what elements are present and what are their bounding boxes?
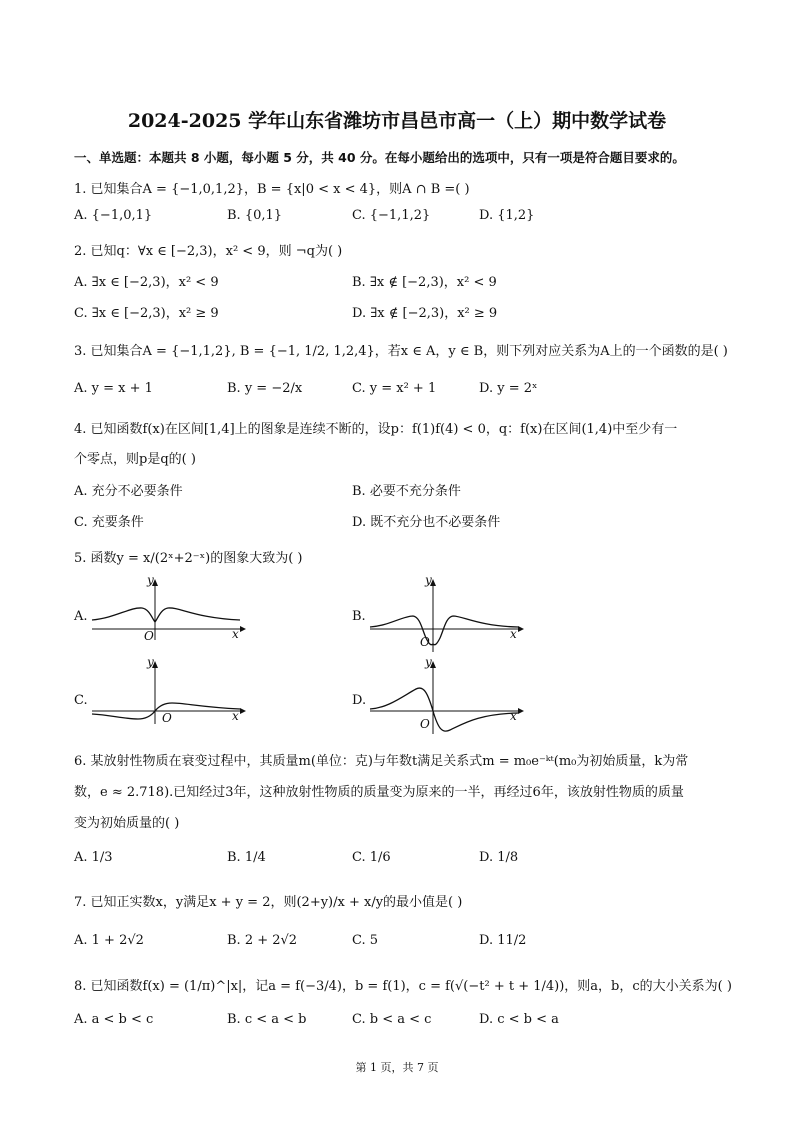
question-2-stem: 2. 已知q：∀x ∈ [−2,3)，x² < 9，则 ¬q为( ) [74,244,343,259]
question-1-stem: 1. 已知集合A = {−1,0,1,2}，B = {x|0 < x < 4}，则A ∩ B =( ) [74,182,470,197]
q3-option-b: B. y = −2/x [227,381,303,396]
q7-option-b: B. 2 + 2√2 [227,933,298,948]
graph-a-x-label: x [232,627,239,641]
graph-c [90,656,250,726]
section-heading: 一、单选题：本题共 8 小题，每小题 5 分，共 40 分。在每小题给出的选项中，只有一项是符合题目要求的。 [74,150,685,165]
q7-option-d: D. 11/2 [479,933,527,948]
q8-option-d: D. c < b < a [479,1012,559,1027]
graph-a-y-label: y [147,574,154,587]
q5-option-b: B. [352,609,366,624]
q5-option-d: D. [352,693,367,708]
question-5-stem: 5. 函数y = x/(2ˣ+2⁻ˣ)的图象大致为( ) [74,551,303,566]
q2-option-a: A. ∃x ∈ [−2,3)，x² < 9 [74,275,219,290]
question-4-stem-line2: 个零点，则p是q的( ) [74,452,196,467]
question-8-stem: 8. 已知函数f(x) = (1/π)^|x|，记a = f(−3/4)，b = f(1)，c = f(√(−t² + t + 1/4))，则a，b，c的大小关系为( ) [74,979,732,994]
q8-option-a: A. a < b < c [74,1012,154,1027]
q8-option-c: C. b < a < c [352,1012,432,1027]
graph-b-origin: O [420,635,430,649]
q5-option-a: A. [74,609,88,624]
graph-a [90,574,250,642]
q3-option-c: C. y = x² + 1 [352,381,437,396]
question-6-stem-line1: 6. 某放射性物质在衰变过程中，其质量m(单位：克)与年数t满足关系式m = m₀e⁻ᵏᵗ(m₀为初始质量，k为常 [74,754,689,769]
q7-option-c: C. 5 [352,933,379,948]
graph-b-y-label: y [425,574,432,587]
q4-option-d: D. 既不充分也不必要条件 [352,515,501,530]
graph-b-x-label: x [510,627,517,641]
graph-d-x-label: x [510,709,517,723]
q4-option-a: A. 充分不必要条件 [74,484,183,499]
q7-option-a: A. 1 + 2√2 [74,933,144,948]
q6-option-c: C. 1/6 [352,850,391,865]
graph-d [368,656,528,736]
q1-option-a: A. {−1,0,1} [74,208,153,223]
q6-option-d: D. 1/8 [479,850,519,865]
q6-option-b: B. 1/4 [227,850,266,865]
q1-option-c: C. {−1,1,2} [352,208,431,223]
graph-c-origin: O [162,711,172,725]
q1-option-d: D. {1,2} [479,208,535,223]
q6-option-a: A. 1/3 [74,850,113,865]
question-6-stem-line2: 数，e ≈ 2.718).已知经过3年，这种放射性物质的质量变为原来的一半，再经过6年，该放射性物质的质量 [74,785,684,800]
q3-option-d: D. y = 2ˣ [479,381,538,396]
q2-option-b: B. ∃x ∉ [−2,3)，x² < 9 [352,275,497,290]
graph-d-y-label: y [425,656,432,669]
question-3-stem: 3. 已知集合A = {−1,1,2}, B = {−1, 1/2, 1,2,4}，若x ∈ A，y ∈ B，则下列对应关系为A上的一个函数的是( ) [74,344,728,359]
question-6-stem-line3: 变为初始质量的( ) [74,816,180,831]
question-4-stem-line1: 4. 已知函数f(x)在区间[1,4]上的图象是连续不断的，设p：f(1)f(4) < 0，q：f(x)在区间(1,4)中至少有一 [74,422,678,437]
q2-option-d: D. ∃x ∉ [−2,3)，x² ≥ 9 [352,306,498,321]
graph-c-y-label: y [147,656,154,669]
page-title: 2024-2025 学年山东省潍坊市昌邑市高一（上）期中数学试卷 [127,110,667,132]
q4-option-c: C. 充要条件 [74,515,144,530]
graph-d-origin: O [420,717,430,731]
question-7-stem: 7. 已知正实数x，y满足x + y = 2，则(2+y)/x + x/y的最小值是( ) [74,895,463,910]
q1-option-b: B. {0,1} [227,208,283,223]
graph-b [368,574,528,654]
q8-option-b: B. c < a < b [227,1012,307,1027]
q2-option-c: C. ∃x ∈ [−2,3)，x² ≥ 9 [74,306,219,321]
graph-c-x-label: x [232,709,239,723]
graph-a-origin: O [144,629,154,642]
q5-option-c: C. [74,693,88,708]
q4-option-b: B. 必要不充分条件 [352,484,461,499]
page-footer: 第 1 页，共 7 页 [355,1061,439,1074]
q3-option-a: A. y = x + 1 [74,381,153,396]
